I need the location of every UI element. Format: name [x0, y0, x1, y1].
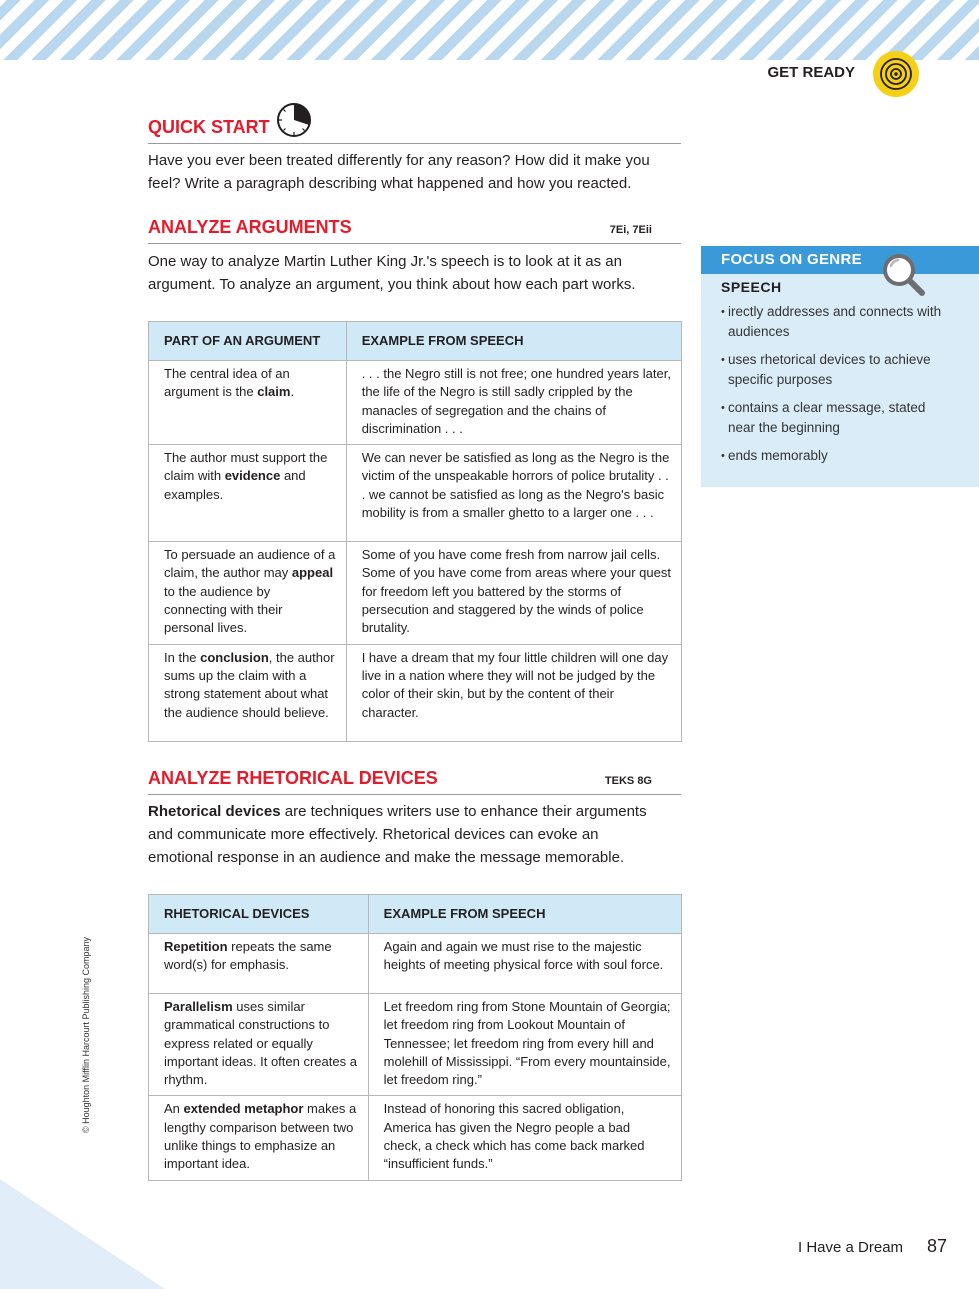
top-stripe-banner: [0, 0, 979, 60]
column-header: PART OF AN ARGUMENT: [149, 322, 347, 361]
standards-code: TEKS 8G: [604, 775, 652, 787]
table-row: [149, 1096, 682, 1180]
example-cell: Some of you have come fresh from narrow jail cells. Some of you have come from areas where your quest for freedom left you battered by the storms of persecution and staggered by the winds of police brutality.: [346, 542, 681, 644]
example-cell: Again and again we must rise to the majestic heights of meeting physical force with soul force.: [368, 934, 681, 994]
term: Repetition: [164, 939, 228, 954]
argument-part-cell: The author must support the claim with evidence and examples.: [149, 445, 347, 542]
argument-part-cell: To persuade an audience of a claim, the author may appeal to the audience by connecting with their personal lives.: [149, 542, 347, 644]
device-cell: Parallelism uses similar grammatical constructions to express related or equally important ideas. It often creates a rhythm.: [149, 994, 369, 1096]
argument-part-cell: In the conclusion, the author sums up the claim with a strong statement about what the audience should believe.: [149, 644, 347, 741]
term: Parallelism: [164, 999, 233, 1014]
argument-table: [148, 321, 682, 742]
term: Rhetorical devices: [148, 803, 281, 820]
stopwatch-icon: [275, 101, 313, 139]
column-header: EXAMPLE FROM SPEECH: [346, 322, 681, 361]
table-header-row: [149, 322, 682, 361]
example-cell: . . . the Negro still is not free; one hundred years later, the life of the Negro is still sadly crippled by the manacles of segregation and the chains of discrimination . . .: [346, 361, 681, 445]
device-cell: An extended metaphor makes a lengthy comparison between two unlike things to emphasize an important idea.: [149, 1096, 369, 1180]
analyze-arguments-header: [148, 215, 681, 244]
example-cell: Let freedom ring from Stone Mountain of Georgia; let freedom ring from Lookout Mountain of Tennessee; let freedom ring from every hill and molehill of Mississippi. “From every mountainside, let freedom ring.”: [368, 994, 681, 1096]
get-ready-label: GET READY: [767, 64, 855, 81]
quick-start-text: Have you ever been treated differently for any reason? How did it make you feel? Write a paragraph describing what happened and how you reacted.: [148, 152, 650, 192]
term: appeal: [291, 565, 334, 581]
analyze-rhetorical-intro: Rhetorical devices are techniques writers use to enhance their arguments and communicate more effectively. Rhetorical devices can evoke an emotional response in an audience and make the message memorable.: [148, 803, 647, 866]
table-row: [149, 361, 682, 445]
column-header: RHETORICAL DEVICES: [149, 895, 369, 934]
magnifier-icon: [881, 252, 927, 298]
sidebar-header: [701, 246, 979, 274]
quick-start-header: [148, 115, 681, 144]
argument-part-cell: The central idea of an argument is the claim.: [149, 361, 347, 445]
list-item: • ends memorably: [721, 446, 951, 466]
rhetorical-devices-table: [148, 894, 682, 1181]
term: extended metaphor: [183, 1101, 304, 1117]
term: claim: [257, 384, 291, 400]
sidebar-subtitle: SPEECH: [721, 279, 782, 295]
example-cell: Instead of honoring this sacred obligation, America has given the Negro people a bad check, a check which has come back marked “insufficient funds.”: [368, 1096, 681, 1180]
table-row: [149, 445, 682, 542]
analyze-rhetorical-title: ANALYZE RHETORICAL DEVICES: [148, 768, 438, 788]
table-row: [149, 934, 682, 994]
analyze-rhetorical-header: [148, 766, 681, 795]
page-number: 87: [927, 1236, 948, 1256]
table-row: [149, 542, 682, 644]
table-row: [149, 994, 682, 1096]
focus-on-genre-sidebar: [701, 246, 979, 487]
quick-start-title: QUICK START: [148, 117, 270, 137]
table-row: [149, 644, 682, 741]
example-cell: We can never be satisfied as long as the Negro is the victim of the unspeakable horrors of police brutality . . . we cannot be satisfied as long as the Negro's basic mobility is from a smaller ghetto to a larger one . . .: [346, 445, 681, 542]
footer-title: I Have a Dream: [798, 1239, 904, 1256]
sidebar-title: FOCUS ON GENRE: [721, 251, 862, 268]
device-cell: Repetition repeats the same word(s) for emphasis.: [149, 934, 369, 994]
term: evidence: [224, 468, 281, 484]
standards-code: 7Ei, 7Eii: [609, 224, 652, 236]
target-icon: [872, 50, 920, 98]
term: conclusion: [200, 649, 269, 665]
example-cell: I have a dream that my four little children will one day live in a nation where they will not be judged by the color of their skin, but by the content of their character.: [346, 644, 681, 741]
column-header: EXAMPLE FROM SPEECH: [368, 895, 681, 934]
analyze-arguments-intro: One way to analyze Martin Luther King Jr.'s speech is to look at it as an argument. To analyze an argument, you think about how each part works.: [148, 253, 636, 293]
list-item: • irectly addresses and connects with audiences: [721, 302, 951, 342]
corner-decoration: [0, 1179, 165, 1289]
table-header-row: [149, 895, 682, 934]
list-item: • uses rhetorical devices to achieve specific purposes: [721, 350, 951, 390]
list-item: • contains a clear message, stated near the beginning: [721, 398, 951, 438]
genre-features-list: [721, 302, 951, 474]
analyze-arguments-title: ANALYZE ARGUMENTS: [148, 217, 352, 237]
copyright-notice: © Houghton Mifflin Harcourt Publishing Company: [81, 936, 91, 1134]
